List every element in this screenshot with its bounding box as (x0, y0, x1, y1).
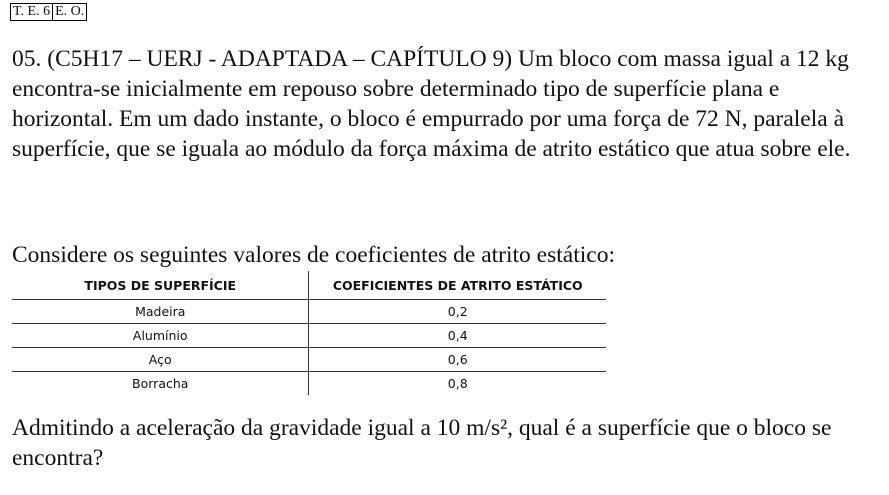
coefficient-cell: 0,8 (447, 376, 468, 391)
column-header-surface: TIPOS DE SUPERFÍCIE (12, 271, 309, 300)
table-row (12, 300, 606, 324)
table-row (12, 324, 606, 348)
header-tags (10, 3, 87, 21)
tag-te: T. E. 6 (10, 3, 53, 21)
surface-cell: Madeira (12, 300, 309, 324)
coefficient-cell: 0,2 (309, 300, 606, 324)
surface-cell: Borracha (12, 372, 309, 396)
final-question: Admitindo a aceleração da gravidade igual a 10 m/s², qual é a superfície que o bloco se encontra? (12, 415, 832, 471)
table-row (12, 372, 606, 396)
tag-eo: E. O. (53, 3, 87, 21)
friction-coefficients-table (12, 271, 606, 395)
table-row (12, 348, 606, 372)
column-header-coefficient: COEFICIENTES DE ATRITO ESTÁTICO (309, 271, 606, 300)
question-stem: 05. (C5H17 – UERJ - ADAPTADA – CAPÍTULO 9) Um bloco com massa igual a 12 kg encontra-se inicialmente em repouso sobre determinado tipo de superfície plana e horizontal. Em um dado instante, o bloco é empurrado por uma força de 72 N, paralela à superfície, que se iguala ao módulo da força máxima de atrito estático que atua sobre ele. (12, 46, 851, 162)
coefficient-cell: 0,6 (309, 348, 606, 372)
surface-cell: Alumínio (12, 324, 309, 348)
table-header-row (12, 271, 606, 300)
coefficient-cell: 0,4 (309, 324, 606, 348)
consider-text: Considere os seguintes valores de coeficientes de atrito estático: (12, 242, 615, 268)
surface-cell: Aço (12, 348, 309, 372)
